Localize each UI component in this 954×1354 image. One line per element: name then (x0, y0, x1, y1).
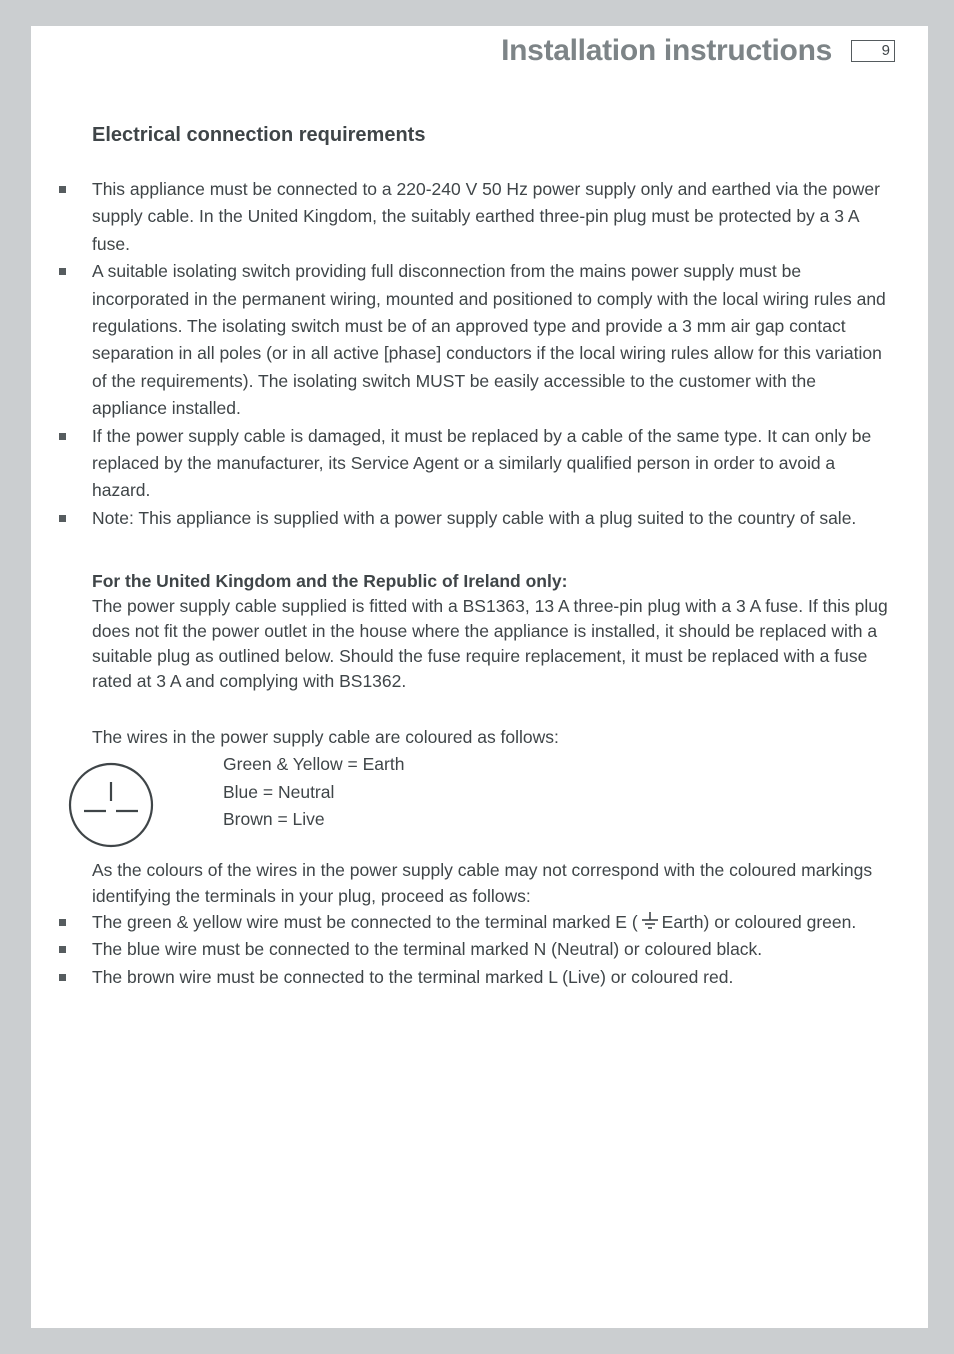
wiring-steps-list (92, 909, 894, 991)
bullet-marker (59, 268, 66, 275)
requirements-list (92, 176, 894, 532)
list-item-text: Note: This appliance is supplied with a power supply cable with a plug suited to the country of sale. (92, 507, 857, 528)
list-item-text: The brown wire must be connected to the terminal marked L (Live) or coloured red. (92, 966, 734, 987)
bullet-marker (59, 919, 66, 926)
list-item (92, 423, 894, 505)
list-item (92, 258, 894, 422)
wire-live: Brown = Live (223, 809, 325, 829)
list-item-text: The blue wire must be connected to the terminal marked N (Neutral) or coloured black. (92, 939, 763, 960)
list-item (92, 964, 894, 991)
list-item (92, 936, 894, 963)
page-title: Installation instructions (501, 34, 832, 67)
wire-neutral: Blue = Neutral (223, 781, 335, 802)
bullet-marker (59, 186, 66, 193)
wires-intro: The wires in the power supply cable are coloured as follows: (92, 727, 559, 747)
uk-body: The power supply cable supplied is fitted with a BS1363, 13 A three-pin plug with a 3 A fuse. If this plug does not fit the power outlet in the house where the appliance is installed, it should be replaced with a suitable plug as outlined below. Should the fuse require replacement, it must be replaced with a fuse rated at 3 A and complying with BS1362. (92, 596, 888, 691)
list-item-text: If the power supply cable is damaged, it must be replaced by a cable of the same type. It can only be replaced by the manufacturer, its Service Agent or a similarly qualified person in order to avoid a hazard. (92, 425, 872, 501)
bullet-marker (59, 946, 66, 953)
list-item-text: A suitable isolating switch providing full disconnection from the mains power supply must be incorporated in the permanent wiring, mounted and positioned to comply with the local wiring rules and regulations. The isolating switch must be of an approved type and provide a 3 mm air gap contact separation in all poles (or in all active [phase] conductors if the local wiring rules allow for this variation of the requirements). The isolating switch MUST be easily accessible to the customer with the appliance installed. (92, 261, 886, 419)
wire-colour-list (223, 751, 404, 834)
document-page (31, 26, 928, 1328)
list-item-text: This appliance must be connected to a 220-240 V 50 Hz power supply only and earthed via the power supply cable. In the United Kingdom, the suitably earthed three-pin plug must be protected by a 3 A fuse. (92, 179, 880, 254)
section-heading: Electrical connection requirements (92, 124, 426, 146)
list-item (92, 909, 894, 936)
uk-section (92, 569, 894, 694)
earth-symbol-icon (640, 911, 660, 931)
plug-earth-icon (67, 761, 155, 849)
list-item-text: The green & yellow wire must be connected to the terminal marked E ( (92, 912, 638, 932)
bullet-marker (59, 515, 66, 522)
list-item-text: Earth) or coloured green. (661, 912, 857, 932)
bullet-marker (59, 433, 66, 440)
list-item (92, 505, 894, 532)
wire-earth: Green & Yellow = Earth (223, 754, 405, 774)
page-number: 9 (851, 40, 895, 62)
bullet-marker (59, 974, 66, 981)
list-item (92, 176, 894, 258)
colours-note: As the colours of the wires in the power supply cable may not correspond with the coloured markings identifying the terminals in your plug, proceed as follows: (92, 860, 873, 906)
uk-heading: For the United Kingdom and the Republic of Ireland only: (92, 571, 568, 591)
